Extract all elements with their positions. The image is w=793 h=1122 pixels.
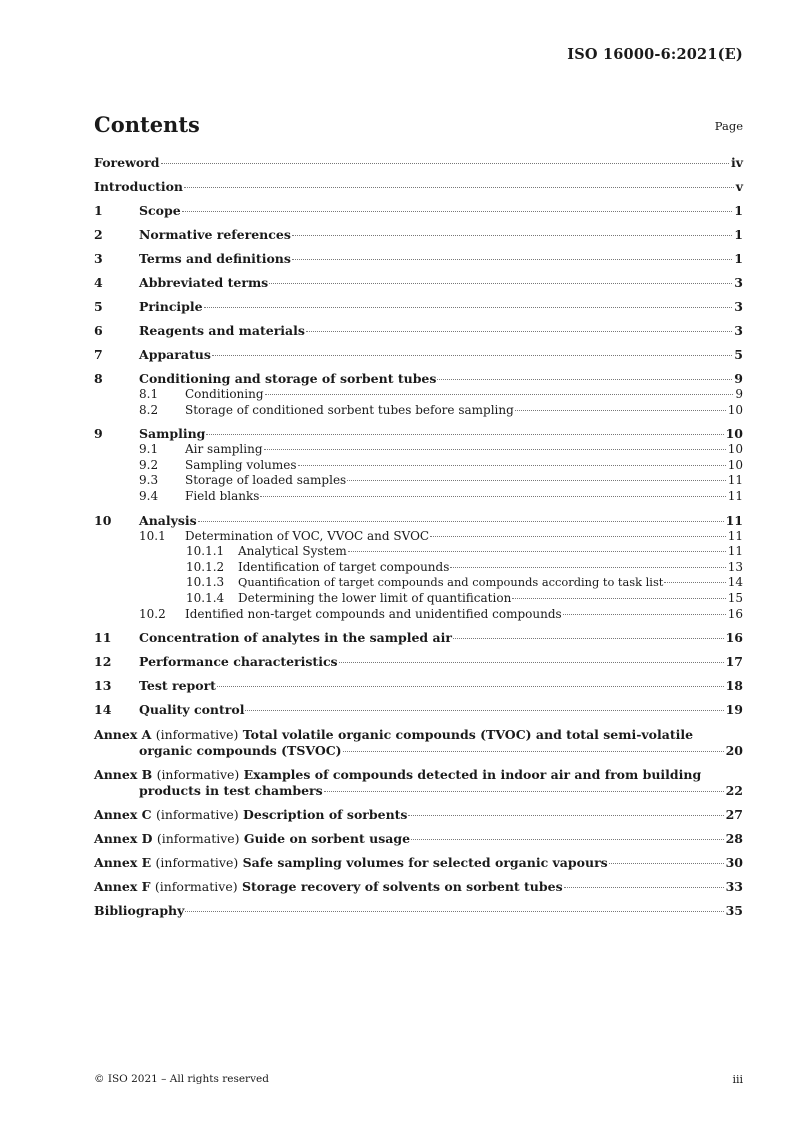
toc-section-number: 3 bbox=[94, 251, 103, 266]
toc-page-number: 1 bbox=[734, 203, 743, 218]
toc-section-number: 10 bbox=[94, 512, 112, 528]
toc-section-number: 9.4 bbox=[139, 488, 159, 503]
toc-entry-text: Identified non-target compounds and unidentified compounds bbox=[185, 606, 562, 621]
toc-leader bbox=[265, 394, 734, 395]
toc-entry-text bbox=[94, 831, 410, 847]
toc-page-number: 14 bbox=[727, 575, 743, 590]
toc-entry-section-10-1-4[interactable] bbox=[94, 591, 743, 607]
toc-entry-section-10-1-1[interactable] bbox=[94, 544, 743, 560]
toc-entry-text: Storage of loaded samples bbox=[185, 473, 347, 488]
toc-entry-section-4[interactable] bbox=[94, 275, 743, 291]
footer-page-number: iii bbox=[732, 1073, 743, 1086]
toc-entry-text: Quality control bbox=[139, 702, 245, 718]
toc-leader bbox=[343, 751, 724, 752]
toc-page-number: 1 bbox=[734, 251, 743, 266]
toc-entry-text: Bibliography bbox=[94, 902, 185, 918]
toc-entry-section-1[interactable] bbox=[94, 203, 743, 219]
toc-entry-section-12[interactable] bbox=[94, 654, 743, 670]
toc-entry-text: Test report bbox=[139, 678, 216, 694]
annex-informative-label: (informative) bbox=[156, 767, 240, 783]
toc-leader bbox=[206, 434, 723, 435]
toc-leader bbox=[306, 331, 732, 332]
toc-page-number: 16 bbox=[725, 630, 743, 646]
toc-section-number: 10.1.3 bbox=[186, 575, 225, 590]
toc-page-number: 3 bbox=[734, 275, 743, 290]
toc-page-number: 11 bbox=[727, 528, 743, 543]
toc-entry-section-11[interactable] bbox=[94, 630, 743, 646]
toc-entry-section-10[interactable] bbox=[94, 513, 743, 529]
page-column-label: Page bbox=[714, 119, 743, 133]
toc-entry-text: Foreword bbox=[94, 155, 160, 170]
toc-leader bbox=[298, 465, 726, 466]
toc-entry-section-9-4[interactable] bbox=[94, 489, 743, 505]
toc-entry-text: Sampling volumes bbox=[185, 457, 297, 472]
toc-entry-introduction[interactable] bbox=[94, 179, 743, 195]
toc-entry-text-continued: products in test chambers bbox=[139, 782, 323, 798]
toc-page-number: 27 bbox=[725, 806, 743, 822]
toc-page-number: v bbox=[735, 179, 743, 194]
toc-page-number: 16 bbox=[727, 606, 743, 621]
toc-leader bbox=[198, 521, 724, 522]
toc-leader bbox=[348, 551, 726, 552]
toc-entry-text: Conditioning bbox=[185, 387, 264, 401]
toc-entry-text bbox=[94, 807, 407, 823]
annex-informative-label: (informative) bbox=[155, 727, 239, 743]
annex-label: Annex C bbox=[94, 806, 152, 822]
toc-leader bbox=[437, 379, 732, 380]
toc-page-number: 30 bbox=[725, 854, 743, 870]
toc-entry-text: Performance characteristics bbox=[139, 654, 338, 670]
toc-leader bbox=[204, 307, 733, 308]
toc-entry-annex-b[interactable] bbox=[94, 767, 743, 798]
toc-section-number: 12 bbox=[94, 654, 112, 670]
toc-entry-annex-a[interactable] bbox=[94, 727, 743, 758]
page-title: Contents bbox=[94, 112, 200, 137]
toc-entry-text: Conditioning and storage of sorbent tubes bbox=[139, 371, 437, 386]
toc-leader bbox=[217, 686, 724, 687]
annex-label: Annex E bbox=[94, 854, 152, 870]
toc-leader bbox=[185, 911, 723, 912]
toc-leader bbox=[512, 598, 725, 599]
toc-entry-section-9-3[interactable] bbox=[94, 473, 743, 489]
footer-copyright: © ISO 2021 – All rights reserved bbox=[94, 1073, 269, 1085]
toc-page-number: 10 bbox=[727, 457, 743, 472]
toc-entry-text bbox=[94, 855, 608, 871]
toc-entry-text: Sampling bbox=[139, 426, 206, 442]
toc-entry-text: Abbreviated terms bbox=[139, 275, 269, 290]
annex-title: Guide on sorbent usage bbox=[243, 830, 411, 846]
toc-entry-text: Field blanks bbox=[185, 488, 260, 503]
toc-leader bbox=[347, 480, 726, 481]
annex-title: Description of sorbents bbox=[243, 806, 408, 822]
toc-page-number: 1 bbox=[734, 227, 743, 242]
toc-entry-text: Determining the lower limit of quantification bbox=[238, 590, 512, 605]
toc-page-number: 35 bbox=[725, 902, 743, 918]
annex-label: Annex B bbox=[94, 767, 153, 783]
toc-entry-section-9-2[interactable] bbox=[94, 458, 743, 474]
toc-leader bbox=[292, 235, 732, 236]
toc-entry-annex-d[interactable] bbox=[94, 831, 743, 847]
toc-entry-section-2[interactable] bbox=[94, 227, 743, 243]
toc-entry-text: Identification of target compounds bbox=[238, 559, 450, 574]
toc-section-number: 7 bbox=[94, 347, 103, 362]
annex-label: Annex F bbox=[94, 878, 151, 894]
toc-leader bbox=[324, 791, 724, 792]
toc-section-number: 9.3 bbox=[139, 473, 159, 488]
toc-entry-section-10-1[interactable] bbox=[94, 529, 743, 545]
toc-section-number: 9 bbox=[94, 426, 103, 442]
toc-leader bbox=[664, 582, 725, 583]
toc-entry-bibliography[interactable] bbox=[94, 903, 743, 919]
toc-entry-text: Analysis bbox=[139, 512, 197, 528]
toc-leader bbox=[564, 887, 724, 888]
toc-page-number: iv bbox=[730, 155, 743, 170]
toc-entry-text bbox=[94, 879, 563, 895]
toc-page-number: 13 bbox=[727, 559, 743, 574]
toc-entry-section-10-1-3[interactable] bbox=[94, 575, 743, 591]
toc-entry-section-8-1[interactable] bbox=[94, 387, 743, 403]
toc-leader bbox=[609, 863, 724, 864]
toc-entry-text: Determination of VOC, VVOC and SVOC bbox=[185, 528, 430, 543]
toc-page-number: 11 bbox=[727, 473, 743, 488]
toc-entry-text: Reagents and materials bbox=[139, 323, 305, 338]
toc-entry-section-13[interactable] bbox=[94, 678, 743, 694]
toc-leader bbox=[212, 355, 732, 356]
toc-entry-text: Scope bbox=[139, 203, 181, 218]
toc-leader bbox=[450, 567, 725, 568]
toc-section-number: 13 bbox=[94, 678, 112, 694]
annex-informative-label: (informative) bbox=[156, 830, 240, 846]
toc-section-number: 9.2 bbox=[139, 457, 159, 472]
toc-leader bbox=[245, 710, 723, 711]
toc-leader bbox=[260, 496, 725, 497]
toc-entry-text: Examples of compounds detected in indoor air and from building bbox=[243, 767, 702, 783]
toc-page-number: 18 bbox=[725, 678, 743, 694]
toc-section-number: 9.1 bbox=[139, 442, 159, 457]
toc-leader bbox=[430, 536, 726, 537]
toc-entry-section-5[interactable] bbox=[94, 299, 743, 315]
toc-leader bbox=[339, 662, 724, 663]
toc-entry-text: Storage of conditioned sorbent tubes before sampling bbox=[185, 402, 514, 417]
table-of-contents bbox=[94, 155, 743, 919]
toc-leader bbox=[269, 283, 732, 284]
annex-label: Annex D bbox=[94, 830, 153, 846]
toc-entry-section-10-2[interactable] bbox=[94, 607, 743, 623]
toc-page-number: 10 bbox=[725, 426, 743, 442]
annex-title: Storage recovery of solvents on sorbent tubes bbox=[241, 878, 563, 894]
toc-section-number: 2 bbox=[94, 227, 103, 242]
toc-leader bbox=[182, 211, 733, 212]
toc-entry-text: Terms and definitions bbox=[139, 251, 291, 266]
toc-section-number: 11 bbox=[94, 630, 112, 646]
toc-page-number: 11 bbox=[727, 488, 743, 503]
toc-leader bbox=[292, 259, 732, 260]
toc-section-number: 10.1 bbox=[139, 528, 166, 543]
toc-section-number: 8.1 bbox=[139, 387, 159, 401]
toc-page-number: 20 bbox=[725, 742, 743, 758]
toc-entry-section-8[interactable] bbox=[94, 371, 743, 387]
annex-label: Annex A bbox=[94, 727, 152, 743]
toc-page-number: 9 bbox=[734, 371, 743, 386]
toc-page-number: 11 bbox=[727, 544, 743, 559]
annex-informative-label: (informative) bbox=[155, 854, 239, 870]
toc-entry-text: Apparatus bbox=[139, 347, 211, 362]
toc-page-number: 22 bbox=[725, 782, 743, 798]
toc-entry-text: Introduction bbox=[94, 179, 184, 194]
toc-entry-text: Air sampling bbox=[185, 442, 263, 457]
toc-entry-section-7[interactable] bbox=[94, 347, 743, 363]
toc-entry-text: Total volatile organic compounds (TVOC) and total semi-volatile bbox=[242, 727, 694, 743]
toc-page-number: 17 bbox=[725, 654, 743, 670]
toc-leader bbox=[264, 449, 726, 450]
toc-entry-text: Normative references bbox=[139, 227, 291, 242]
toc-page-number: 19 bbox=[725, 702, 743, 718]
annex-title: Safe sampling volumes for selected organic vapours bbox=[242, 854, 608, 870]
toc-leader bbox=[515, 410, 726, 411]
document-id: ISO 16000-6:2021(E) bbox=[567, 46, 743, 63]
toc-page-number: 33 bbox=[725, 878, 743, 894]
toc-section-number: 10.1.1 bbox=[186, 544, 225, 559]
toc-entry-section-14[interactable] bbox=[94, 702, 743, 718]
toc-entry-section-9[interactable] bbox=[94, 426, 743, 442]
toc-entry-text: Principle bbox=[139, 299, 203, 314]
toc-entry-section-6[interactable] bbox=[94, 323, 743, 339]
toc-leader bbox=[184, 187, 734, 188]
toc-section-number: 4 bbox=[94, 275, 103, 290]
toc-leader bbox=[411, 839, 724, 840]
toc-section-number: 8.2 bbox=[139, 402, 159, 417]
toc-page-number: 3 bbox=[734, 299, 743, 314]
toc-section-number: 1 bbox=[94, 203, 103, 218]
toc-entry-text: Concentration of analytes in the sampled air bbox=[139, 630, 452, 646]
toc-page-number: 15 bbox=[727, 590, 743, 605]
toc-section-number: 10.2 bbox=[139, 606, 166, 621]
toc-section-number: 10.1.2 bbox=[186, 559, 225, 574]
toc-entry-annex-c[interactable] bbox=[94, 807, 743, 823]
toc-entry-annex-e[interactable] bbox=[94, 855, 743, 871]
annex-informative-label: (informative) bbox=[155, 806, 239, 822]
toc-entry-annex-f[interactable] bbox=[94, 879, 743, 895]
toc-leader bbox=[563, 614, 726, 615]
annex-informative-label: (informative) bbox=[154, 878, 238, 894]
toc-entry-text-continued: organic compounds (TSVOC) bbox=[139, 742, 342, 758]
toc-page-number: 3 bbox=[734, 323, 743, 338]
toc-page-number: 9 bbox=[735, 387, 743, 401]
toc-entry-text: Quantification of target compounds and compounds according to task list bbox=[238, 575, 664, 590]
toc-page-number: 28 bbox=[725, 830, 743, 846]
toc-entry-section-3[interactable] bbox=[94, 251, 743, 267]
toc-entry-section-9-1[interactable] bbox=[94, 442, 743, 458]
toc-entry-foreword[interactable] bbox=[94, 155, 743, 171]
toc-page-number: 11 bbox=[725, 512, 743, 528]
toc-page-number: 10 bbox=[727, 402, 743, 417]
toc-entry-section-10-1-2[interactable] bbox=[94, 560, 743, 576]
toc-page-number: 5 bbox=[734, 347, 743, 362]
toc-section-number: 8 bbox=[94, 371, 103, 386]
toc-leader bbox=[453, 638, 724, 639]
toc-section-number: 10.1.4 bbox=[186, 590, 225, 605]
toc-section-number: 14 bbox=[94, 702, 112, 718]
toc-entry-text: Analytical System bbox=[238, 544, 347, 559]
toc-entry-section-8-2[interactable] bbox=[94, 403, 743, 419]
toc-leader bbox=[161, 163, 729, 164]
toc-leader bbox=[408, 815, 723, 816]
toc-section-number: 5 bbox=[94, 299, 103, 314]
toc-page-number: 10 bbox=[727, 442, 743, 457]
toc-section-number: 6 bbox=[94, 323, 103, 338]
